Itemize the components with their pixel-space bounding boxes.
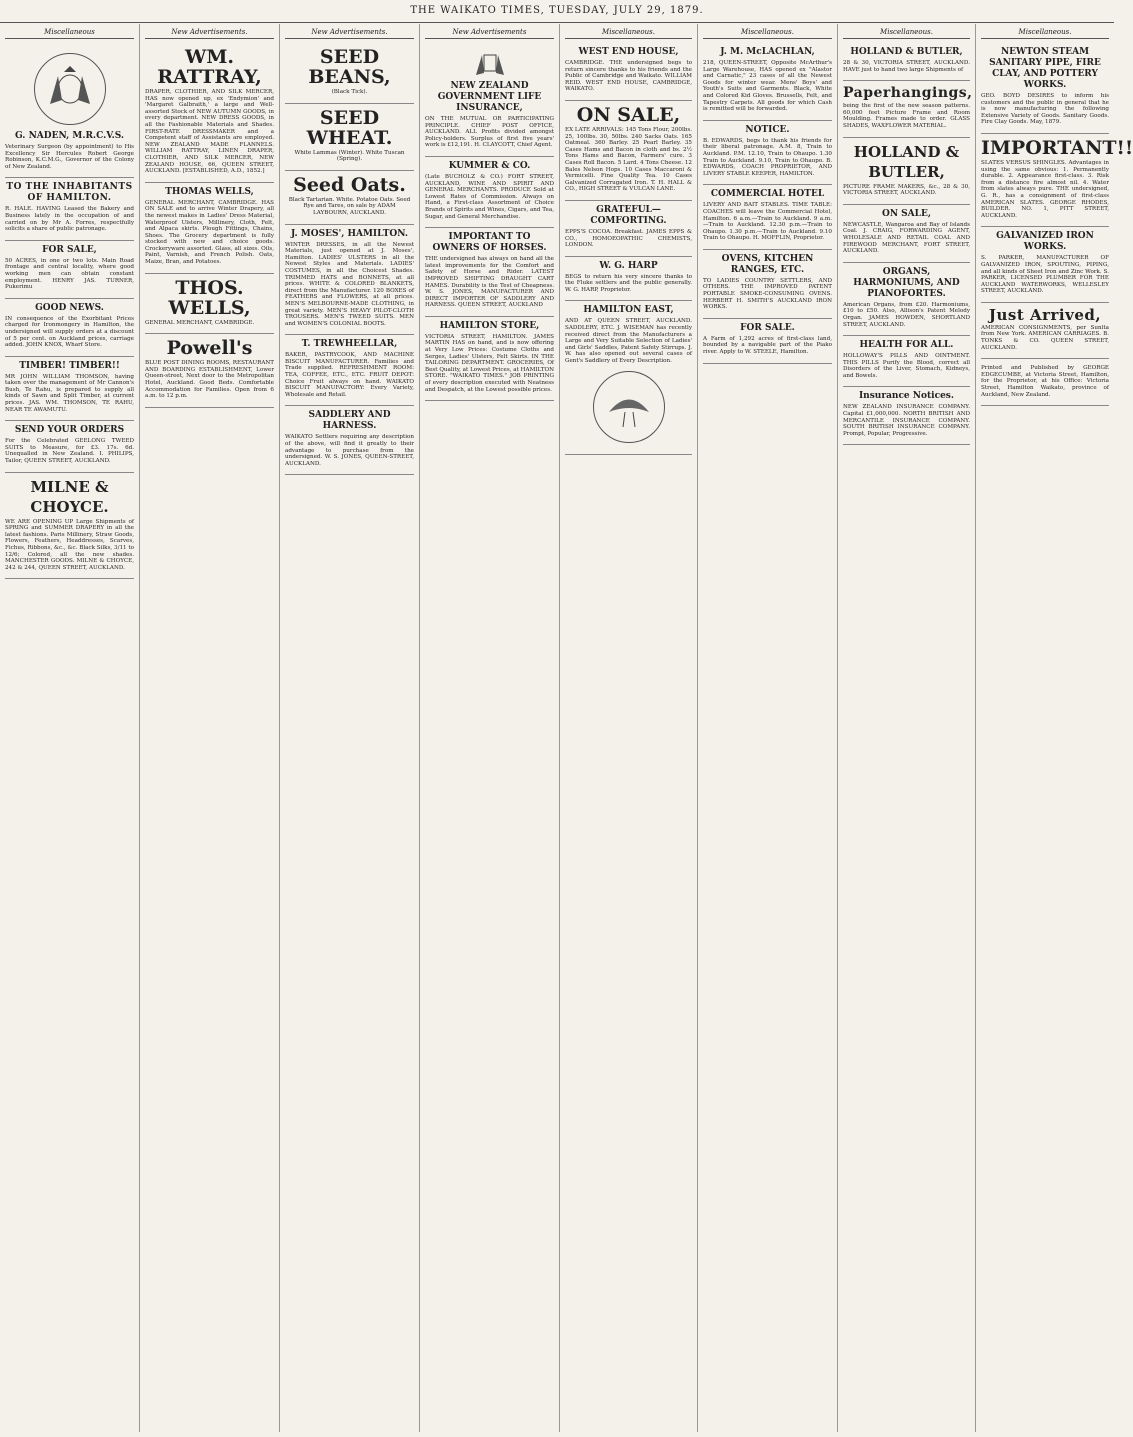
ad-ovens bbox=[703, 250, 832, 319]
ad-saddlery bbox=[285, 406, 414, 475]
ad-title: THOS. WELLS, bbox=[168, 276, 251, 319]
column-header: New Advertisements. bbox=[145, 26, 274, 39]
ad-title: THOMAS WELLS, bbox=[165, 186, 254, 197]
ad-timber bbox=[5, 357, 134, 422]
ad-body: R. HALE. HAVING Leased the Bakery and Business lately in the occupation of and carried on by Mr A. Forres, respectfully solicits a share of public patronage. bbox=[5, 206, 134, 233]
ad-title: Just Arrived, bbox=[988, 305, 1102, 324]
ad-title: GOOD NEWS. bbox=[35, 302, 104, 313]
ad-title: TIMBER! TIMBER!! bbox=[19, 360, 120, 371]
ad-organs bbox=[843, 263, 970, 336]
ad-body: (Late BUCHOLZ & CO.) FORT STREET, AUCKLAND, WINE AND SPIRIT AND GENERAL MERCHANTS. PRODUCE Sold at Lowest Rates of Commission. Always on Hand, a First-class Assortment of Choice Brands of Spirits and Wines, Cigars, and Tea, Sugar, and General Merchandise. bbox=[425, 173, 554, 220]
column-header: Miscellaneous. bbox=[843, 26, 970, 39]
column-4 bbox=[420, 24, 560, 1432]
ad-body: AND AT QUEEN STREET, AUCKLAND. SADDLERY, ETC. J. WISEMAN has recently received direct from the Manufacturers a Large and Very Suitable Selection of Ladies' and Girls' Saddles, Patent Safety Stirrups. J. W. has also opened out several cases of Gent's Saddlery of Every Description. bbox=[565, 318, 692, 365]
ad-title: SEED BEANS, bbox=[308, 46, 391, 88]
ad-body: AMERICAN CONSIGNMENTS, per Sunlta from New York. AMERICAN CARRIAGES. B. TONKS & CO. QUEEN STREET, AUCKLAND. bbox=[981, 324, 1109, 351]
ad-body: LIVERY AND BAIT STABLES. TIME TABLE: COACHES will leave the Commercial Hotel, Hamilton. 6 a.m.—Train to Auckland. 9 a.m.—Train to Auckland. 12.30 p.m.—Train to Ohaupo. 1.30 p.m.—Train to Auckland. 9.10 Train to Ohaupo. H. MOFFLIN, Proprietor. bbox=[703, 202, 832, 242]
ad-body: BAKER, PASTRYCOOK, AND MACHINE BISCUIT MANUFACTURER. Families and Trade supplied. REFRESHMENT ROOM: TEA, COFFEE, ETC., ETC. FRUIT DEPOT: Choice Fruit always on hand. WAIKATO BISCUIT MANUFACTORY: Every Variety, Wholesale and Retail. bbox=[285, 352, 414, 398]
ad-title: GRATEFUL—COMFORTING. bbox=[590, 204, 667, 226]
ad-title: COMMERCIAL HOTEL bbox=[710, 189, 825, 200]
ad-body: NEW ZEALAND INSURANCE COMPANY. Capital £1,000,000. NORTH BRITISH AND MERCANTILE INSURANCE COMPANY. SOUTH BRITISH INSURANCE COMPANY. Prompt, Popular, Progressive. bbox=[843, 404, 970, 437]
ad-title: T. TREWHEELLAR, bbox=[301, 339, 398, 350]
ad-body: EPPS'S COCOA. Breakfast. JAMES EPPS & CO., HOMOEOPATHIC CHEMISTS, LONDON. bbox=[565, 228, 692, 249]
ad-body: Black Tartarian. White. Potatoe Oats. Seed Rye and Tares, on sale by ADAM LAYBOURN, AUCKLAND. bbox=[288, 196, 411, 216]
ad-galvanized-iron bbox=[981, 227, 1109, 303]
ad-mclachlan bbox=[703, 43, 832, 121]
column-header: Miscellaneous bbox=[5, 26, 134, 39]
ad-title: FOR SALE. bbox=[740, 322, 795, 333]
ad-title: ON SALE, bbox=[576, 103, 681, 126]
coat-of-arms-icon bbox=[470, 49, 510, 79]
ad-body: B. EDWARDS, begs to thank his friends for their liberal patronage. A.M. 8, Train to Auckland. P.M. 12.10, Train to Ohaupo. 1.30 Train to Auckland. 9.10, Train to Ohaupo. B. EDWARDS, COACH PROPRIETOR, AND LIVERY STABLE KEEPER, HAMILTON. bbox=[703, 137, 832, 177]
ad-title: ON SALE, bbox=[881, 208, 931, 219]
ad-body: THE undersigned has always on hand all the latest improvements for the Comfort and Safety of Horse and Rider. LATEST IMPROVED SHIFTING DRAUGHT CART HAMES. Durability is the Test of Cheapness. W. S. JONES, MANUFACTURER AND DIRECT IMPORTER OF SADDLERY AND HARNESS. QUEEN STREET, AUCKLAND bbox=[425, 256, 554, 309]
ad-body: A Farm of 1,292 acres of first-class land, bounded by a navigable part of the Piako river. Apply to W. STEELE, Hamilton. bbox=[703, 335, 832, 356]
ad-title: HOLLAND & BUTLER, bbox=[850, 47, 963, 57]
ad-owners-of-horses bbox=[425, 228, 554, 317]
ad-body: WINTER DRESSES, in all the Newest Materials, just opened at J. Moses', Hamilton. LADIES' ULSTERS in all the Newest Styles and Materials. LADIES' COSTUMES, in all the Choicest Shades. TRIMMED HATS and BONNETS, at all prices. WHITE & COLORED BLANKETS, direct from the Manufacturer. 120 BOXES of FEATHERS and FLOWERS, at all prices. MEN'S MELBOURNE-MADE CLOTHING, in great variety. MEN'S HEAVY PILOT-CLOTH TROUSERS. MEN'S TWEED SUITS. MEN and WOMEN'S COLONIAL BOOTS. bbox=[285, 241, 414, 327]
column-header: Miscellaneous. bbox=[981, 26, 1109, 39]
ad-title: NEWTON STEAM SANITARY PIPE, FIRE CLAY, AND POTTERY WORKS. bbox=[989, 47, 1101, 90]
ad-body: (Black Tick). bbox=[331, 89, 368, 95]
ad-naden bbox=[5, 43, 134, 178]
ad-for-sale bbox=[5, 241, 134, 299]
ad-body: NEWCASTLE, Wangaroa and Bay of Islands Coal. J. CRAIG, FORWARDING AGENT, WHOLESALE AND RETAIL COAL AND FIREWOOD MERCHANT, FORT STREET, AUCKLAND. bbox=[843, 221, 970, 255]
ad-title: HEALTH FOR ALL. bbox=[859, 340, 954, 351]
ad-body: TO LADIES COUNTRY SETTLERS, AND OTHERS. THE IMPROVED PATENT PORTABLE SMOKE-CONSUMING OVENS. HERBERT H. SMITH'S AUCKLAND IRON WORKS. bbox=[703, 277, 832, 311]
column-5 bbox=[560, 24, 698, 1432]
ad-powells bbox=[145, 334, 274, 408]
ad-holland-butler-2 bbox=[843, 138, 970, 205]
ad-on-sale-hall bbox=[565, 101, 692, 201]
column-2 bbox=[140, 24, 280, 1432]
ad-title: IMPORTANT!! bbox=[981, 136, 1133, 159]
ad-title: NOTICE. bbox=[745, 124, 790, 135]
ad-body: GEO. BOYD DESIRES to inform his customers and the public in general that he is now manufacturing the following Extensive Variety of Goods. Sanitary Goods. Fire Clay Goods. May, 1879. bbox=[981, 93, 1109, 126]
ad-moses bbox=[285, 225, 414, 336]
ad-body: WAIKATO Settlers requiring any description of the above, will find it greatly to their advantage to purchase from the undersigned. W. S. JONES, QUEEN-STREET, AUCKLAND. bbox=[285, 434, 414, 467]
ad-holloways bbox=[843, 336, 970, 387]
column-3 bbox=[280, 24, 420, 1432]
ad-title: WEST END HOUSE, bbox=[578, 47, 679, 57]
column-header: New Advertisements bbox=[425, 26, 554, 39]
ad-nz-gov-insurance bbox=[425, 43, 554, 157]
ad-seed-wheat bbox=[285, 104, 414, 171]
ad-body: 50 ACRES, in one or two lots. Main Road frontage and central locality, where good working men can obtain constant employment. HENRY JAS. TURNER, Pukerimu bbox=[5, 257, 134, 291]
ad-epps-cocoa bbox=[565, 201, 692, 257]
ad-body: ON THE MUTUAL OR PARTICIPATING PRINCIPLE. CHIEF POST OFFICE, AUCKLAND. ALL Profits divided amongst Policy-holders. Surplus of first five years' work is £12,191. H. CLAYCOTT, Chief Agent. bbox=[425, 116, 554, 149]
ad-body: 28 & 30, VICTORIA STREET, AUCKLAND. HAVE just to hand two large Shipments of bbox=[843, 60, 970, 73]
ad-insurance bbox=[843, 387, 970, 445]
ad-title: G. NADEN, M.R.C.V.S. bbox=[14, 131, 125, 141]
ad-title: WM. RATTRAY, bbox=[157, 46, 262, 88]
ad-thomas-wells bbox=[145, 183, 274, 274]
ad-title: OVENS, KITCHEN RANGES, ETC. bbox=[721, 253, 814, 275]
ad-title: FOR SALE, bbox=[42, 244, 97, 255]
ad-wiseman-saddlery bbox=[565, 301, 692, 454]
column-8 bbox=[976, 24, 1133, 1432]
ad-body: Veterinary Surgeon (by appointment) to His Excellency Sir Hercules Robert George Robinson, K.C.M.G., Governor of the Colony of New Zealand. bbox=[5, 144, 134, 170]
ad-body: SLATES VERSUS SHINGLES. Advantages in using the same obvious: 1. Permanently durable. 2. Appearance first-class. 3. Risk from a distance fire almost nil. 4. Water from slates always pure. THE undersigned, G. R., has a consignment of first-class AMERICAN SLATES. GEORGE RHODES, BUILDER. NO. 1, PITT STREET, AUCKLAND. bbox=[981, 159, 1109, 219]
ad-body: 218, QUEEN-STREET, Opposite McArthur's Large Warehouse, HAS opened ex "Alastor and Carnatic," 23 cases of all the Newest Goods for winter wear. Mens' Boys' and Youth's Suits and Garments. Black, White and Colored Kid Gloves. Brussells, Felt, and Tapestry Carpets. All goods for which Cash is remitted will be forwarded. bbox=[703, 60, 832, 113]
ad-body: PICTURE FRAME MAKERS, &c., 28 & 30, VICTORIA STREET, AUCKLAND. bbox=[843, 183, 970, 197]
ad-body: WE ARE OPENING UP Large Shipments of SPRING and SUMMER DRAPERY in all the latest fashions. Paris Millinery, Straw Goods, Flowers, Feathers, Headdresses, Scarves, Fichus, Ribbons, &c., &c. Black Silks, 3/11 to 12/6; Colored, all the new shades. MANCHESTER GOODS. MILNE & CHOYCE, 242 & 244, QUEEN STREET, AUCKLAND. bbox=[5, 518, 134, 571]
ad-title: J. MOSES', HAMILTON. bbox=[290, 228, 409, 239]
ad-title: MILNE & CHOYCE. bbox=[30, 477, 109, 516]
ad-body: BEGS to return his very sincere thanks to the Fluke settlers and the public generally. W. G. HARP, Proprietor. bbox=[565, 273, 692, 293]
ad-newton-pottery bbox=[981, 43, 1109, 134]
ad-body: DRAPER, CLOTHIER, AND SILK MERCER, HAS now opened up, ex 'Endymion' and 'Margaret Galbraith,' a large and Well-assorted Stock of NEW AUTUMN GOODS, in every department. NEW DRESS GOODS, in all the Fashionable Materials and Shades. FIRST-RATE DRESSMAKER and a Competent staff of Assistants are employed. NEW ZEALAND MADE FLANNELS. WILLIAM RATTRAY, LINEN DRAPER, CLOTHIER, AND SILK MERCER, NEW ZEALAND HOUSE, 66, QUEEN STREET, AUCKLAND. [ESTABLISHED, A.D., 1852.] bbox=[145, 89, 274, 175]
ad-title: SADDLERY AND HARNESS. bbox=[308, 410, 391, 432]
ad-title: KUMMER & CO. bbox=[448, 160, 531, 171]
ad-title: ORGANS, HARMONIUMS, AND PIANOFORTES. bbox=[853, 266, 960, 299]
ad-title: W. G. HARP bbox=[599, 260, 658, 271]
ad-kummer bbox=[425, 157, 554, 228]
ad-title: SEED WHEAT. bbox=[306, 106, 393, 149]
ad-title: TO THE INHABITANTS OF HAMILTON. bbox=[6, 182, 133, 204]
ad-body: GENERAL MERCHANT, CAMBRIDGE. bbox=[145, 319, 255, 326]
ad-body: IN consequence of the Exorbitant Prices charged for Ironmongery in Hamilton, the undersigned will supply orders at a discount of 5 per cent. on Auckland prices, carriage added. JOHN KNOX, Wharf Store. bbox=[5, 315, 134, 349]
ad-body: For the Celebrated GEELONG TWEED SUITS to Measure, for £3. 17s. 6d. Unequalled in New Zealand. I. PHILIPS, Tailor, QUEEN STREET, AUCKLAND. bbox=[5, 438, 134, 465]
ad-title: HAMILTON EAST, bbox=[583, 305, 674, 316]
ad-body: BLUE POST DINING ROOMS, RESTAURANT AND BOARDING ESTABLISHMENT, Lower Queen-street, Next door to the Metropolitan Hotel, Auckland. Good Beds. Comfortable Accommodation for Families. Open from 6 a.m. to 12 p.m. bbox=[145, 360, 274, 400]
ad-title: J. M. McLACHLAN, bbox=[720, 47, 815, 57]
imprint bbox=[981, 359, 1109, 406]
ad-farm-for-sale bbox=[703, 319, 832, 364]
column-header: Miscellaneous. bbox=[703, 26, 832, 39]
column-7 bbox=[838, 24, 976, 1432]
ad-thos-wells bbox=[145, 274, 274, 335]
ad-title: GALVANIZED IRON WORKS. bbox=[996, 231, 1094, 253]
ad-body: being the first of the new season patterns. 60,000 feet Picture Frame and Room Moulding. Frames made to order. GLASS SHADES, WAXFLOWER MATERIAL. bbox=[843, 103, 970, 129]
ad-trewheellar bbox=[285, 335, 414, 406]
ad-rattray bbox=[145, 43, 274, 183]
ad-title: HOLLAND & BUTLER, bbox=[853, 142, 960, 181]
ad-philips bbox=[5, 421, 134, 472]
ad-commercial-hotel bbox=[703, 185, 832, 250]
ad-body: American Organs, from £20. Harmoniums, £10 to £50. Also, Allison's Patent Melody Organ. JAMES HOWDEN, SHORTLAND STREET, AUCKLAND. bbox=[843, 301, 970, 328]
ad-good-news bbox=[5, 299, 134, 357]
ad-title: NEW ZEALAND GOVERNMENT LIFE INSURANCE, bbox=[437, 81, 542, 113]
ad-notice-edwards bbox=[703, 121, 832, 186]
ad-milne-choyce bbox=[5, 473, 134, 580]
ad-body: CAMBRIDGE. THE undersigned begs to return sincere thanks to his friends and the Public of Cambridge and Waikato. WILLIAM REID. WEST END HOUSE, CAMBRIDGE, WAIKATO. bbox=[565, 60, 692, 93]
ad-body: White Lammas (Winter). White Tuscan (Spring). bbox=[294, 149, 405, 163]
ad-hale bbox=[5, 178, 134, 240]
ad-craig-coal bbox=[843, 205, 970, 263]
ad-holland-butler-1 bbox=[843, 43, 970, 81]
ad-body: GENERAL MERCHANT, CAMBRIDGE. HAS ON SALE and to arrive Winter Drapery, all the newest makes in Ladies' Dress Material, Waterproof Ulsters, Millinery, Cloth, Felt, and Alpaca skirts. Plough Fittings, Chains, Shoes. The Grocery department is fully stocked with new and choice goods. Crockeryware assorted. Glass, all sizes. Oils, Paint, Varnish, and French Polish. Oats, Maize, Bran, and Potatoes. bbox=[145, 199, 274, 266]
imprint-text: Printed and Published by GEORGE EDGECUMBE, at Victoria Street, Hamilton, for the Proprietor, at his Office: Victoria Street, Hamilton Waikato, province of Auckland, New Zealand. bbox=[981, 365, 1109, 398]
ad-paperhangings bbox=[843, 81, 973, 137]
column-1 bbox=[0, 24, 140, 1432]
ad-title: Insurance Notices. bbox=[858, 391, 955, 402]
ad-just-arrived bbox=[981, 303, 1109, 359]
ad-title: SEND YOUR ORDERS bbox=[14, 425, 125, 436]
ad-seed-beans bbox=[285, 43, 414, 104]
ad-title: Paperhangings, bbox=[843, 85, 973, 102]
ad-title: IMPORTANT TO OWNERS OF HORSES. bbox=[432, 232, 547, 254]
ad-body: S. PARKER, MANUFACTURER OF GALVANIZED IRON, SPOUTING, PIPING, and all kinds of Sheet Iron and Zinc Work. S. PARKER, LICENSED PLUMBER FOR THE AUCKLAND WATERWORKS, WELLESLEY STREET, AUCKLAND. bbox=[981, 255, 1109, 295]
column-header: Miscellaneous. bbox=[565, 26, 692, 39]
ad-west-end-house bbox=[565, 43, 692, 101]
ad-title: Seed Oats. bbox=[293, 173, 406, 196]
column-header: New Advertisements. bbox=[285, 26, 414, 39]
ad-title: HAMILTON STORE, bbox=[439, 320, 540, 331]
ad-body: VICTORIA STREET, HAMILTON. JAMES MARTIN HAS on hand, and is now offering at Very Low Prices: Costume Cloths and Serges, Ladies' Ulsters, Felt Skirts. IN THE TAILORING DEPARTMENT. GROCERIES, Of Best Quality, at Lowest Prices, at HAMILTON STORE. "WAIKATO TIMES." JOB PRINTING of every description executed with Neatness and Despatch, at the Lowest possible prices. bbox=[425, 333, 554, 393]
ad-seed-oats bbox=[285, 171, 414, 225]
royal-crest-icon bbox=[34, 53, 106, 125]
saddle-emblem-icon bbox=[593, 371, 665, 443]
ad-title: Powell's bbox=[166, 337, 253, 360]
ad-body: MR JOHN WILLIAM THOMSON, having taken over the management of Mr Cannon's Bush, Te Rahu, is prepared to supply all kinds of Sawn and Split Timber, at current prices. JAS. WM. THOMSON, TE RAHU, NEAR TE AWAMUTU. bbox=[5, 373, 134, 413]
column-6 bbox=[698, 24, 838, 1432]
masthead: THE WAIKATO TIMES, TUESDAY, JULY 29, 1879. bbox=[0, 0, 1114, 23]
ad-body: EX LATE ARRIVALS: 145 Tons Flour, 200lbs. 25, 100lbs. 30, 50lbs. 240 Sacks Oats. 165 Oatmeal. 360 Barley. 25 Pearl Barley. 35 Cases Hams and Bacon in cloth and bs. 2½ Tons Hams and Bacon, Farmers' cure. 3 Cases Roll Bacon. 5 Lard. 4 Tons Cheese. 12 Bales Nelson Hops. 10 Cases Maccaroni & Vermicelli. Fine Quality Tea. 10 Cases Galvanized Corrugated Iron. T. H. HALL & CO., HIGH STREET & VULCAN LANE. bbox=[565, 126, 692, 193]
ad-harp bbox=[565, 257, 692, 302]
ad-body: HOLLOWAY'S PILLS AND OINTMENT. THIS PILLS Purify the Blood, correct all Disorders of the Liver, Stomach, Kidneys, and Bowels. bbox=[843, 353, 970, 379]
ad-hamilton-store bbox=[425, 317, 554, 401]
ad-slates bbox=[981, 134, 1133, 227]
